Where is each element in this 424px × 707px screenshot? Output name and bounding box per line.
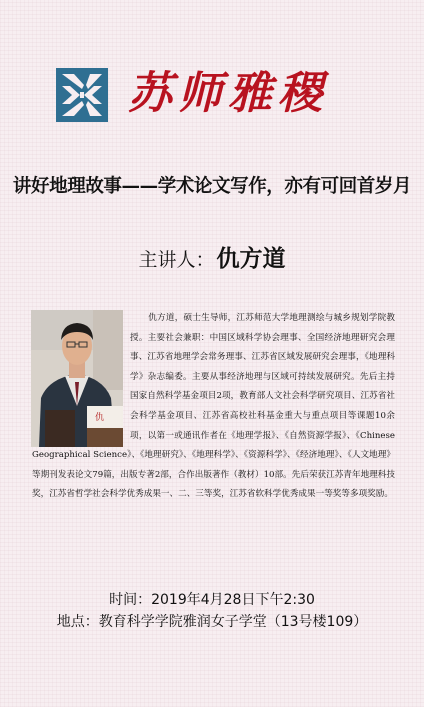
speaker-bio <box>32 309 395 505</box>
speaker-line <box>0 240 424 273</box>
brand-name: 苏师雅稷 <box>128 68 328 119</box>
event-time: 时间：2019年4月28日下午2:30 <box>109 592 315 608</box>
photo-spacer <box>32 309 130 446</box>
speaker-name: 仇方道 <box>216 245 286 272</box>
event-place: 地点：教育科学学院雅润女子学堂（13号楼109） <box>56 614 368 630</box>
lecture-title: 讲好地理故事——学术论文写作，亦有可回首岁月 <box>12 176 412 197</box>
speaker-label: 主讲人： <box>138 249 215 271</box>
nameplate-text: 仇 <box>95 413 105 423</box>
bio-text: 仇方道，硕士生导师，江苏师范大学地理测绘与城乡规划学院教授。主要社会兼职：中国区域科学协会理事、全国经济地理研究会理事、江苏省地理学会常务理事、江苏省区域发展研究会理事，《地理科学》杂志编委。主要从事经济地理与区域可持续发展研究。先后主持国家自然科学基金项目2项，教育部人文社会科学研究项目、江苏省社会科学基金项目、江苏省高校社科基金重大与重点项目等课题10余项，以第一或通讯作者在《地理学报》、《自然资源学报》、《Chinese Geographical Science》、《地理研究》、《地理科学》、《资源科学》、《经济地理》、《人文地理》等期刊发表论文79篇，出版专著2部，合作出版著作（教材）10部。先后荣获江苏青年地理科技奖，江苏省哲学社会科学优秀成果一、二、三等奖，江苏省软科学优秀成果一等奖等多项奖励。 <box>32 313 395 500</box>
suzhou-normal-logo-icon <box>54 66 110 124</box>
